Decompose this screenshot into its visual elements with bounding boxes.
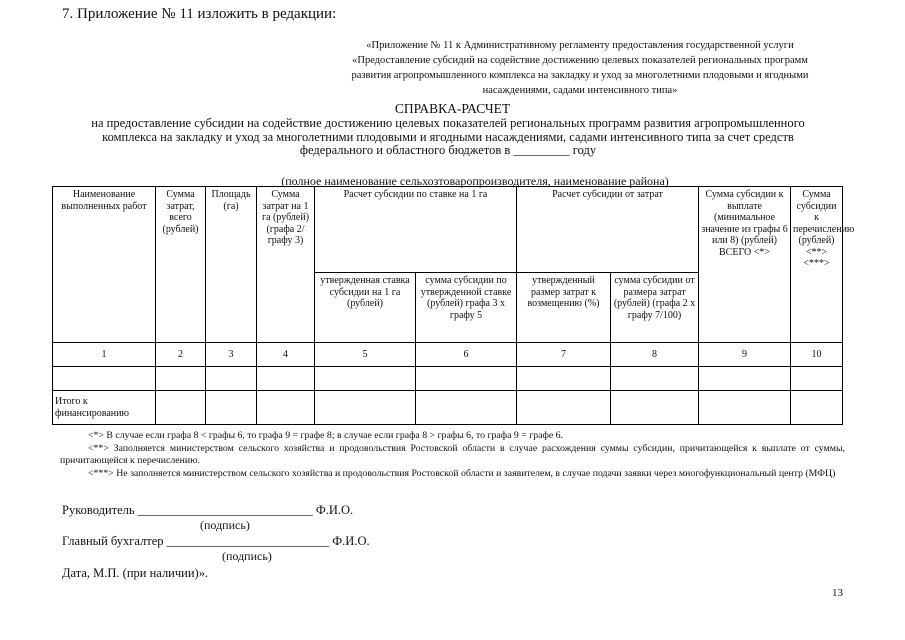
page-number: 13 bbox=[832, 587, 843, 599]
head-signature-line: Руководитель ____________________________ Ф.И.О. bbox=[62, 503, 354, 517]
column-number: 5 bbox=[315, 343, 416, 367]
column-number: 2 bbox=[156, 343, 206, 367]
header-subsidy-by-costs: сумма субсидии от размера затрат (рублей) (графа 2 х графу 7/100) bbox=[611, 273, 699, 343]
footnote-3: <***> Не заполняется министерством сельского хозяйства и продовольствия Ростовской области и заявителем, в случае подачи заявки через многофункциональный центр (МФЦ) bbox=[88, 467, 836, 479]
empty-cell[interactable] bbox=[206, 367, 257, 391]
empty-cell[interactable] bbox=[257, 391, 315, 425]
column-number: 7 bbox=[517, 343, 611, 367]
appendix-line-1: «Приложение № 11 к Административному регламенту предоставления государственной услуги bbox=[366, 40, 794, 51]
header-rate-per-ha: утвержденная ставка субсидии на 1 га (рублей) bbox=[315, 273, 416, 343]
subtitle-line-1: на предоставление субсидии на содействие достижению целевых показателей региональных программ развития агропромышленного bbox=[91, 116, 805, 130]
empty-cell[interactable] bbox=[611, 367, 699, 391]
accountant-signature-caption: (подпись) bbox=[222, 549, 272, 563]
empty-cell[interactable] bbox=[791, 391, 843, 425]
empty-cell[interactable] bbox=[699, 367, 791, 391]
column-number: 9 bbox=[699, 343, 791, 367]
empty-cell[interactable] bbox=[315, 391, 416, 425]
document-subtitle bbox=[68, 117, 828, 158]
empty-cell[interactable] bbox=[611, 391, 699, 425]
calculation-table bbox=[52, 186, 855, 425]
column-number: 8 bbox=[611, 343, 699, 367]
empty-cell[interactable] bbox=[156, 391, 206, 425]
date-stamp-line: Дата, М.П. (при наличии)». bbox=[62, 566, 209, 580]
header-total-costs: Сумма затрат, всего (рублей) bbox=[156, 187, 206, 343]
column-number-row bbox=[53, 343, 843, 367]
header-works: Наименование выполненных работ bbox=[53, 187, 156, 343]
header-cost-share: утвержденный размер затрат к возмещению (%) bbox=[517, 273, 611, 343]
empty-cell[interactable] bbox=[517, 367, 611, 391]
accountant-signature-line: Главный бухгалтер __________________________ Ф.И.О. bbox=[62, 534, 370, 548]
head-signature-caption: (подпись) bbox=[200, 518, 250, 532]
appendix-reference bbox=[300, 38, 860, 98]
footnote-2: <**> Заполняется министерством сельского хозяйства и продовольствия Ростовской области в случае расхождения суммы субсидии, причитающейся к выплате от суммы, причитающейся к перечислению. bbox=[60, 442, 845, 466]
column-number: 6 bbox=[416, 343, 517, 367]
empty-cell[interactable] bbox=[156, 367, 206, 391]
column-number: 4 bbox=[257, 343, 315, 367]
empty-cell[interactable] bbox=[206, 391, 257, 425]
empty-cell[interactable] bbox=[257, 367, 315, 391]
total-label: Итого к финансированию bbox=[53, 391, 156, 425]
total-row bbox=[53, 391, 843, 425]
producer-name-caption: (полное наименование сельхозтоваропроизводителя, наименование района) bbox=[281, 174, 669, 188]
instruction-heading: 7. Приложение № 11 изложить в редакции: bbox=[62, 6, 337, 22]
column-number: 1 bbox=[53, 343, 156, 367]
footnotes bbox=[60, 430, 845, 480]
header-cost-per-ha: Сумма затрат на 1 га (рублей) (графа 2/графу 3) bbox=[257, 187, 315, 343]
column-number: 10 bbox=[791, 343, 843, 367]
column-number: 3 bbox=[206, 343, 257, 367]
table-row bbox=[53, 367, 843, 391]
header-subsidy-by-rate: сумма субсидии по утвержденной ставке (рублей) графа 3 х графу 5 bbox=[416, 273, 517, 343]
subtitle-line-2: комплекса на закладку и уход за многолетними плодовыми и ягодными насаждениями, садами интенсивного типа за счет средств bbox=[102, 129, 794, 144]
subtitle-line-3: федерального и областного бюджетов в _________ году bbox=[299, 143, 597, 157]
header-group-costs: Расчет субсидии от затрат bbox=[517, 187, 699, 273]
document-title: СПРАВКА-РАСЧЕТ bbox=[394, 101, 511, 116]
appendix-line-3: развития агропромышленного комплекса на закладку и уход за многолетними плодовыми и ягодными bbox=[351, 70, 809, 81]
header-area: Площадь (га) bbox=[206, 187, 257, 343]
empty-cell[interactable] bbox=[791, 367, 843, 391]
empty-cell[interactable] bbox=[315, 367, 416, 391]
header-subsidy-transfer: Сумма субсидии к перечислению (рублей) <**> <***> bbox=[791, 187, 843, 343]
empty-cell[interactable] bbox=[416, 391, 517, 425]
empty-cell[interactable] bbox=[53, 367, 156, 391]
header-subsidy-payable: Сумма субсидии к выплате (минимальное значение из графы 6 или 8) (рублей) ВСЕГО <*> bbox=[699, 187, 791, 343]
empty-cell[interactable] bbox=[517, 391, 611, 425]
appendix-line-4: насаждениями, садами интенсивного типа» bbox=[482, 85, 678, 96]
empty-cell[interactable] bbox=[699, 391, 791, 425]
empty-cell[interactable] bbox=[416, 367, 517, 391]
footnote-1: <*> В случае если графа 8 < графы 6, то графа 9 = графе 8; в случае если графа 8 > графы 6, то графа 9 = графе 6. bbox=[88, 430, 563, 441]
header-group-rate: Расчет субсидии по ставке на 1 га bbox=[315, 187, 517, 273]
appendix-line-2: «Предоставление субсидий на содействие достижению целевых показателей региональных программ bbox=[352, 55, 808, 66]
